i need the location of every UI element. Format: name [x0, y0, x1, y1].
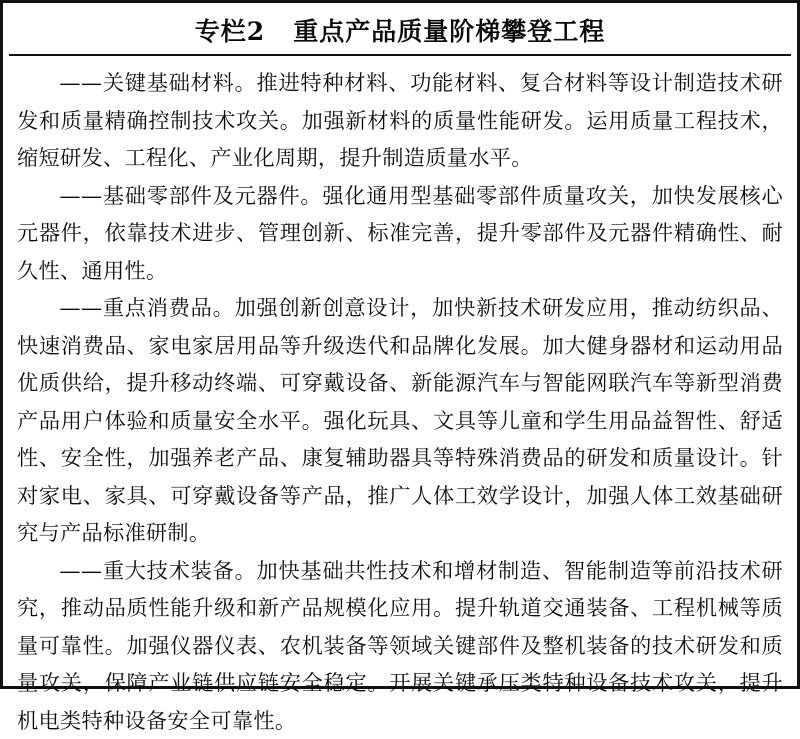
- paragraph-4: ——重大技术装备。加快基础共性技术和增材制造、智能制造等前沿技术研究，推动品质性能升级和新产品规模化应用。提升轨道交通装备、工程机械等质量可靠性。加强仪器仪表、农机装备等领域关键部件及整机装备的技术研发和质量攻关，保障产业链供应链安全稳定。开展关键承压类特种设备技术攻关，提升机电类特种设备安全可靠性。: [17, 552, 783, 739]
- paragraph-1: ——关键基础材料。推进特种材料、功能材料、复合材料等设计制造技术研发和质量精确控制技术攻关。加强新材料的质量性能研发。运用质量工程技术，缩短研发、工程化、产业化周期，提升制造质量水平。: [17, 64, 783, 177]
- title-number: 2: [247, 17, 264, 46]
- title-prefix: 专栏: [195, 17, 247, 46]
- title-text: 重点产品质量阶梯攀登工程: [293, 17, 605, 46]
- title-divider: [9, 54, 791, 56]
- paragraph-3: ——重点消费品。加强创新创意设计，加快新技术研发应用，推动纺织品、快速消费品、家电家居用品等升级迭代和品牌化发展。加大健身器材和运动用品优质供给，提升移动终端、可穿戴设备、新能源汽车与智能网联汽车等新型消费产品用户体验和质量安全水平。强化玩具、文具等儿童和学生用品益智性、舒适性、安全性，加强养老产品、康复辅助器具等特殊消费品的研发和质量设计。针对家电、家具、可穿戴设备等产品，推广人体工效学设计，加强人体工效基础研究与产品标准研制。: [17, 289, 783, 552]
- paragraph-2: ——基础零部件及元器件。强化通用型基础零部件质量攻关，加快发展核心元器件，依靠技术进步、管理创新、标准完善，提升零部件及元器件精确性、耐久性、通用性。: [17, 177, 783, 290]
- body-text: [3, 62, 797, 739]
- page-title: [3, 9, 797, 54]
